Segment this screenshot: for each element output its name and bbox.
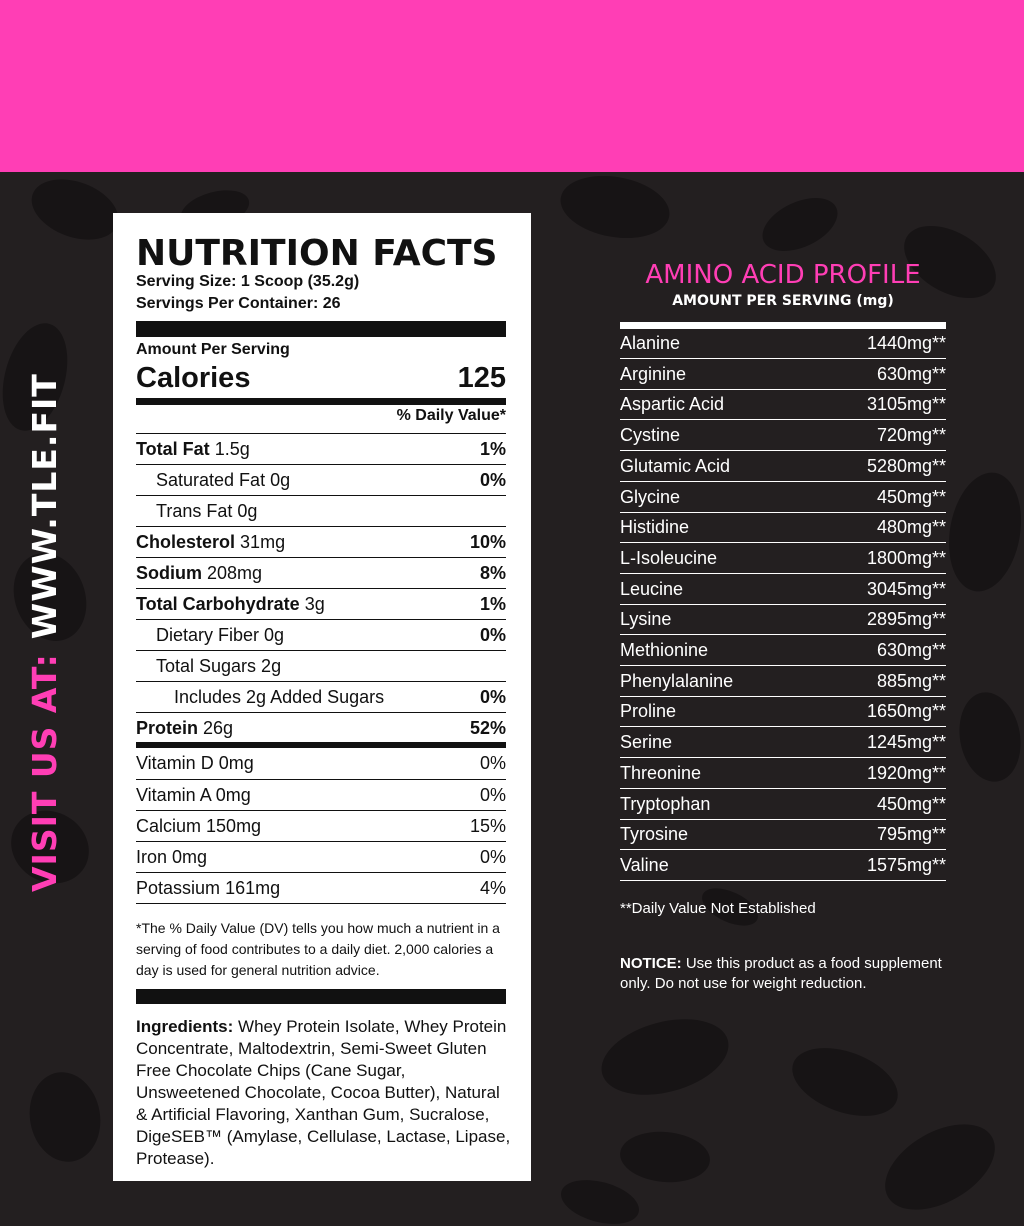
vitamin-row [136, 872, 506, 903]
servings-per-container: Servings Per Container: 26 [136, 295, 341, 312]
visit-us-vertical-text [25, 373, 75, 892]
nutrient-amount: 1.5g [214, 439, 250, 459]
vitamin-pct: 0% [479, 785, 506, 805]
vitamin-label: Potassium [136, 878, 221, 898]
vitamin-pct: 0% [479, 753, 506, 773]
ingredients [136, 1016, 511, 1170]
amino-row [620, 451, 946, 482]
amino-row [620, 604, 946, 635]
amino-name: Phenylalanine [620, 670, 734, 691]
nutrient-pct: 1% [479, 439, 506, 459]
vitamin-label: Calcium [136, 816, 202, 836]
nutrient-label: Dietary Fiber 0g [156, 625, 285, 645]
nutrition-facts-title: NUTRITION FACTS [136, 233, 498, 274]
amino-value: 795mg** [876, 824, 946, 845]
medium-divider [136, 398, 506, 405]
thin-divider [136, 903, 506, 904]
amino-value: 630mg** [876, 640, 946, 660]
amino-row [620, 727, 946, 758]
vitamin-row [136, 779, 506, 810]
amino-value: 630mg** [876, 363, 946, 384]
daily-value-header: % Daily Value* [396, 407, 506, 424]
nutrient-row [136, 433, 506, 464]
amount-per-serving: Amount Per Serving [136, 341, 290, 358]
nutrient-amount: 26g [203, 718, 234, 738]
nutrient-label: Sodium [136, 563, 202, 583]
amino-value: 1800mg** [866, 547, 946, 568]
nutrient-label: Total Fat [136, 439, 210, 459]
nutrient-row [136, 650, 506, 681]
nutrient-row [136, 464, 506, 495]
amino-value: 450mg** [876, 793, 946, 814]
amino-name: Alanine [620, 333, 681, 353]
amino-value: 5280mg** [866, 455, 946, 476]
notice-text: Use this product as a food supplement only. Do not use for weight reduction. [620, 955, 942, 992]
pink-header-band [0, 0, 1024, 172]
vitamin-amount: 161mg [225, 878, 281, 898]
amino-name: Glycine [620, 486, 681, 507]
ingredients-label: Ingredients: [136, 1017, 234, 1036]
visit-us-label: VISIT US AT: [25, 653, 64, 892]
calories-row [136, 362, 506, 395]
amino-row [620, 696, 946, 727]
amino-name: Aspartic Acid [620, 394, 725, 415]
amino-value: 885mg** [876, 670, 946, 691]
notice-label: NOTICE: [620, 955, 682, 972]
nutrient-label: Protein [136, 718, 199, 738]
amino-value: 1575mg** [866, 854, 946, 875]
amino-name: Serine [620, 732, 673, 753]
nutrient-label: Cholesterol [136, 532, 236, 552]
vitamin-pct: 15% [469, 816, 506, 836]
amino-row [620, 758, 946, 789]
amino-name: Arginine [620, 363, 687, 384]
amino-name: Valine [620, 854, 669, 875]
vitamin-label: Vitamin D [136, 753, 214, 773]
serving-size: Serving Size: 1 Scoop (35.2g) [136, 273, 360, 290]
website-url: WWW.TLE.FIT [25, 373, 64, 640]
vitamin-amount: 0mg [172, 847, 208, 867]
nutrient-label: Trans Fat 0g [156, 501, 258, 521]
nutrient-amount: 208mg [207, 563, 263, 583]
amino-value: 1650mg** [866, 701, 946, 722]
nutrient-amount: 31mg [240, 532, 286, 552]
amino-value: 450mg** [876, 486, 946, 507]
nutrient-label: Total Sugars 2g [156, 656, 282, 676]
amino-name: Cystine [620, 425, 681, 446]
vitamin-amount: 0mg [215, 785, 251, 805]
vitamin-pct: 0% [479, 847, 506, 867]
vitamin-label: Vitamin A [136, 785, 211, 805]
nutrient-pct: 0% [479, 625, 506, 645]
amino-value: 1245mg** [866, 732, 946, 753]
amino-row [620, 389, 946, 420]
nutrient-row [136, 588, 506, 619]
amino-row [620, 819, 946, 850]
vitamin-row [136, 810, 506, 841]
nutrient-pct: 10% [469, 532, 506, 552]
nutrient-pct: 8% [479, 563, 506, 583]
amino-value: 1440mg** [866, 333, 946, 353]
amino-row [620, 789, 946, 820]
vitamin-amount: 0mg [218, 753, 254, 773]
nutrient-pct: 52% [469, 718, 506, 738]
nutrient-row [136, 619, 506, 650]
amino-name: Tyrosine [620, 824, 689, 845]
nutrient-label: Includes 2g Added Sugars [174, 687, 385, 707]
thick-divider [136, 321, 506, 337]
amino-value: 2895mg** [866, 609, 946, 630]
amino-row [620, 420, 946, 451]
amino-row [620, 543, 946, 574]
nutrition-facts-panel [113, 213, 531, 1181]
vitamin-amount: 150mg [206, 816, 262, 836]
amino-name: Histidine [620, 517, 690, 538]
thick-divider [136, 989, 506, 1004]
amino-row [620, 635, 946, 666]
amino-row [620, 512, 946, 543]
calories-value: 125 [457, 362, 506, 394]
amino-subtitle: AMOUNT PER SERVING (mg) [672, 293, 894, 309]
amino-row [620, 574, 946, 605]
nutrient-pct: 0% [479, 687, 506, 707]
notice [620, 954, 950, 994]
amino-name: Glutamic Acid [620, 455, 731, 476]
amino-value: 3105mg** [866, 394, 946, 415]
calories-label: Calories [136, 362, 251, 394]
amino-row [620, 850, 946, 881]
amino-row [620, 482, 946, 513]
nutrient-row [136, 495, 506, 526]
nutrient-label: Saturated Fat 0g [156, 470, 291, 490]
amino-value: 1920mg** [866, 762, 946, 783]
amino-value: 480mg** [876, 517, 946, 538]
nutrient-label: Total Carbohydrate [136, 594, 300, 614]
amino-name: Lysine [620, 609, 672, 630]
amino-title: AMINO ACID PROFILE [645, 260, 921, 290]
vitamin-row [136, 841, 506, 872]
amino-value: 3045mg** [866, 578, 946, 599]
amino-name: Threonine [620, 762, 702, 783]
nutrient-pct: 1% [479, 594, 506, 614]
vitamin-label: Iron [136, 847, 168, 867]
nutrient-row [136, 526, 506, 557]
vitamin-pct: 4% [479, 878, 506, 898]
amino-name: Tryptophan [620, 793, 711, 814]
nutrient-pct: 0% [479, 470, 506, 490]
vitamin-row [136, 748, 506, 778]
nutrient-row [136, 712, 506, 743]
nutrient-row [136, 681, 506, 712]
amino-row [620, 359, 946, 390]
amino-value: 720mg** [876, 425, 946, 446]
nutrient-amount: 3g [304, 594, 325, 614]
amino-row [620, 328, 946, 359]
amino-row [620, 666, 946, 697]
amino-name: Proline [620, 701, 677, 722]
daily-value-note: **Daily Value Not Established [620, 900, 816, 917]
amino-name: Methionine [620, 640, 709, 660]
nutrient-row [136, 557, 506, 588]
amino-name: L-Isoleucine [620, 547, 718, 568]
ingredients-text: Whey Protein Isolate, Whey Protein Concentrate, Maltodextrin, Semi-Sweet Gluten Free Chocolate Chips (Cane Sugar, Unsweetened Chocolate, Cocoa Butter), Natural & Artificial Flavoring, Xanthan Gum, Sucralose, DigeSEB™ (Amylase, Cellulase, Lactase, Lipase, Protease). [136, 1017, 511, 1168]
amino-name: Leucine [620, 578, 684, 599]
daily-value-footnote: *The % Daily Value (DV) tells you how much a nutrient in a serving of food contributes to a daily diet. 2,000 calories a day is used for general nutrition advice. [136, 920, 500, 978]
